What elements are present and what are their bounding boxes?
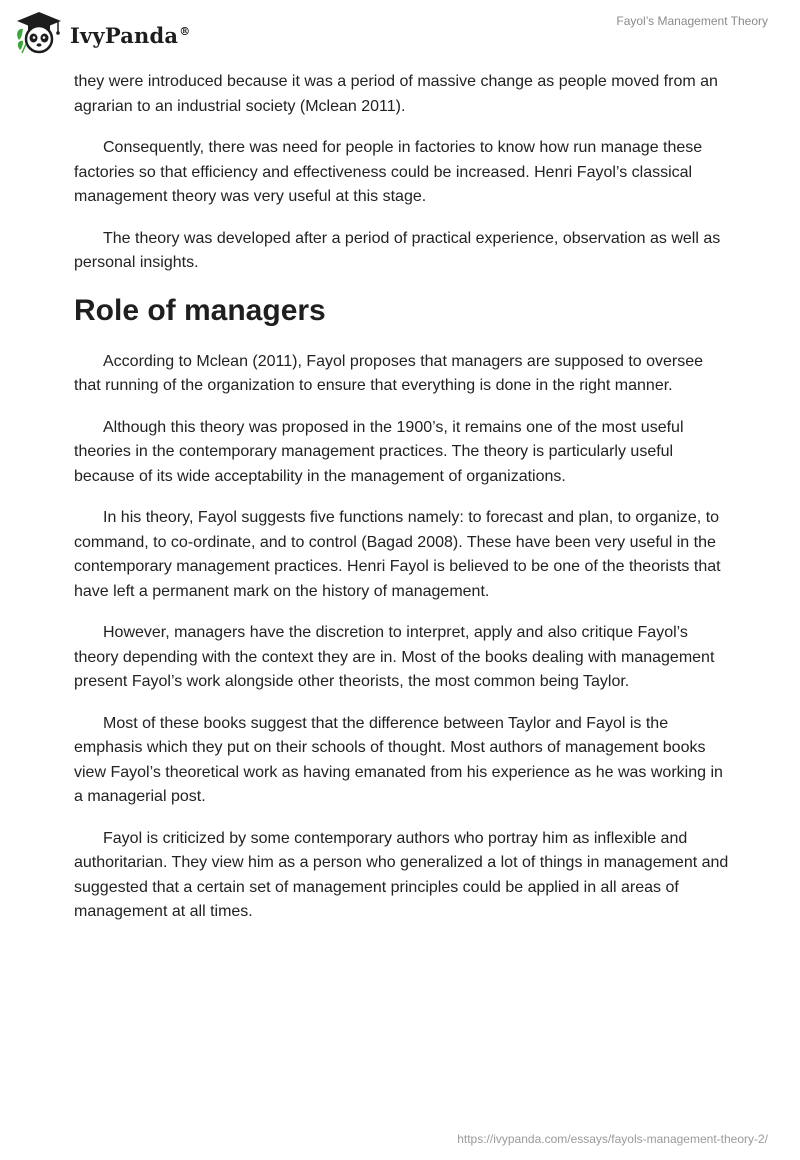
- paragraph: Fayol is criticized by some contemporary authors who portray him as inflexible and authoritarian. They view him as a person who generalized a lot of things in management and suggested that a certain set of management principles could be applied in all areas of management at all times.: [74, 829, 729, 920]
- ivypanda-logo[interactable]: [14, 8, 190, 58]
- paragraph: Consequently, there was need for people in factories to know how run manage these factories so that efficiency and effectiveness could be increased. Henri Fayol’s classical management theory was very useful at this stage.: [74, 139, 703, 205]
- source-url-link[interactable]: https://ivypanda.com/essays/fayols-management-theory-2/: [457, 1132, 768, 1146]
- essay-body: [74, 70, 734, 942]
- paragraph: Most of these books suggest that the difference between Taylor and Fayol is the emphasis which they put on their schools of thought. Most authors of management books view Fayol’s theoretical work as having emanated from his experience as he was working in a managerial post.: [74, 714, 723, 805]
- paragraph: In his theory, Fayol suggests five functions namely: to forecast and plan, to organize, to command, to co-ordinate, and to control (Bagad 2008). These have been very useful in the contemporary management practices. Henri Fayol is believed to be one of the theorists that have left a permanent mark on the history of management.: [74, 509, 721, 600]
- paragraph: The theory was developed after a period of practical experience, observation as well as personal insights.: [74, 229, 721, 271]
- paragraph: However, managers have the discretion to interpret, apply and also critique Fayol’s theory depending with the context they are in. Most of the books dealing with management present Fayol’s work alongside other theorists, the most common being Taylor.: [74, 624, 715, 690]
- section-heading: Role of managers: [74, 293, 326, 327]
- paragraph: they were introduced because it was a period of massive change as people moved from an agrarian to an industrial society (Mclean 2011).: [74, 73, 718, 115]
- paragraph: Although this theory was proposed in the 1900’s, it remains one of the most useful theories in the contemporary management practices. The theory is particularly useful because of its wide acceptability in the management of organizations.: [74, 418, 684, 485]
- page-header: [0, 0, 800, 70]
- running-title: Fayol’s Management Theory: [616, 14, 768, 28]
- panda-graduate-icon: [14, 10, 64, 56]
- paragraph: According to Mclean (2011), Fayol proposes that managers are supposed to oversee that running of the organization to ensure that everything is done in the right manner.: [74, 352, 704, 394]
- brand-name: IvyPanda®: [70, 22, 191, 48]
